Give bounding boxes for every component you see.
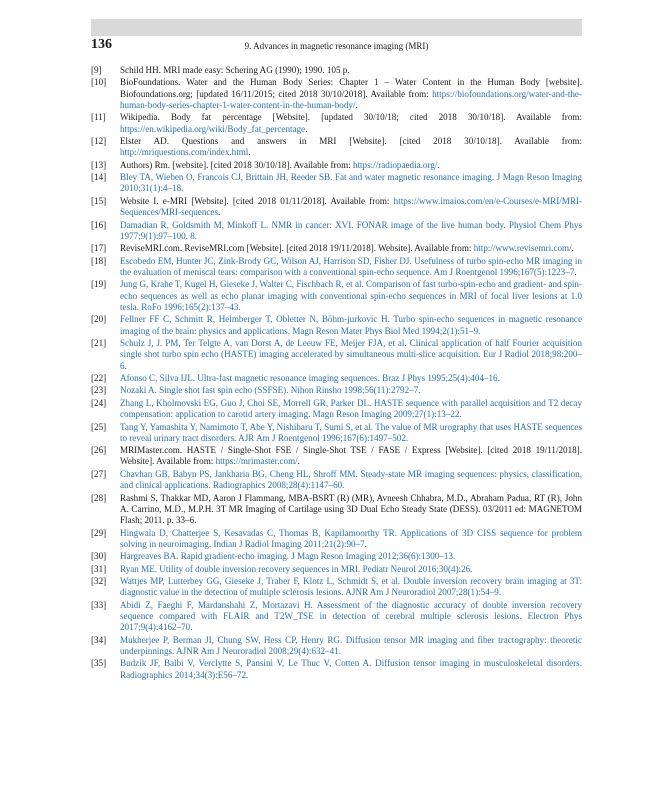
reference-citation[interactable]: Abidi Z, Faeghi F, Mardanshahi Z, Mortazavi H. Assessment of the diagnostic accuracy of double inversion recovery sequence compared with FLAIR and T2W_TSE in detection of cerebral multiple sclerosis lesions. Electron Phys 2017;9(4):4162–70. [120,599,582,633]
reference-number: [30] [91,551,107,562]
reference-citation[interactable]: Afonso C, Silva IJL. Ultra-fast magnetic resonance imaging sequences. Braz J Phys 1995;25(4):404–16. [120,372,500,383]
reference-citation[interactable]: Bley TA, Wieben O, Francois CJ, Brittain JH, Reeder SB. Fat and water magnetic resonance imaging. J Magn Reson Imaging 2010;31(1):4–18. [120,172,582,194]
reference-citation[interactable]: Tang Y, Yamashita Y, Namimoto T, Abe Y, Nishiharu T, Sumi S, et al. The value of MR urography that uses HASTE sequences to reveal urinary tract disorders. AJR Am J Roentgenol 1996;167(6):1497–502. [120,421,582,443]
reference-citation[interactable]: Wattjes MP, Lutterbey GG, Gieseke J, Traber F, Klotz L, Schmidt S, et al. Double inversion recovery brain imaging at 3T: diagnostic value in the detection of multiple sclerosis lesions. AJNR Am J Neuroradiol 2007;28(1):54–9. [120,576,582,598]
reference-citation[interactable]: Hargreaves BA. Rapid gradient-echo imaging. J Magn Reson Imaging 2012;36(6):1300–13. [120,551,456,562]
reference-url-link[interactable]: https://mrimaster.com/ [215,456,298,467]
reference-citation[interactable]: Damadian R, Goldsmith M, Minkoff L. NMR in cancer: XVI. FONAR image of the live human body. Physiol Chem Phys 1977;9(1):97–100. 8. [120,219,582,241]
reference-number: [13] [91,159,107,170]
reference-number: [12] [91,136,107,147]
reference-url-link[interactable]: https://en.wikipedia.org/wiki/Body_fat_percentage [120,123,306,134]
reference-item [91,279,582,313]
reference-text[interactable] [120,160,582,171]
reference-text[interactable] [120,136,582,159]
reference-tail: . [437,159,440,170]
reference-citation[interactable]: Jung G, Krahe T, Kugel H, Gieseke J, Walter C, Fischbach R, et al. Comparison of fast turbo-spin-echo and gradient- and spin-echo sequences as well as echo planar imaging with conventional spin-echo sequences in MRI of focal liver lesions at 1.0 tesla. RoFo 1996;165(2):137–43. [120,279,582,312]
page-header [91,37,582,55]
reference-text [120,493,582,527]
reference-citation: Elster AD. Questions and answers in MRI [Website]. [cited 2018 30/10/18]. Available from: [120,136,582,147]
reference-tail: . [305,123,308,134]
reference-number: [29] [91,527,107,538]
reference-number: [17] [91,243,107,254]
reference-item [91,600,582,634]
reference-number: [9] [91,65,102,75]
reference-text[interactable] [120,172,582,195]
reference-url-link[interactable]: http://www.revisemri.com/ [473,243,572,254]
reference-citation: Website I. e-MRI [Website]. [cited 2018 01/11/2018]. Available from: [120,195,394,206]
reference-text[interactable] [120,469,582,492]
reference-item [91,112,582,135]
running-head: 9. Advances in magnetic resonance imaging (MRI) [244,41,429,51]
reference-text[interactable] [120,220,582,243]
reference-number: [18] [91,255,107,266]
reference-item [91,445,582,468]
reference-item [91,385,582,396]
reference-number: [26] [91,445,107,456]
reference-number: [31] [91,563,107,574]
reference-number: [14] [91,172,107,183]
reference-number: [34] [91,634,107,645]
reference-text[interactable] [120,422,582,445]
reference-citation[interactable]: Nozaki A. Single shot fast spin echo (SSFSE). Nihon Rinsho 1998;56(11):2792–7. [120,385,421,396]
reference-url-link[interactable]: https://www.imaios.com/en/e-Courses/e-MRI/MRI-Sequences/MRI-sequences [120,195,582,218]
reference-item [91,528,582,551]
reference-text[interactable] [120,112,582,135]
reference-citation[interactable]: Zhang L, Kholmovski EG, Guo J, Choi SE, Morrell GR, Parker DL. HASTE sequence with parallel acquisition and T2 decay compensation: application to carotid artery imaging. Magn Reson Imaging 2009;27(1):13–22. [120,397,582,420]
reference-item [91,256,582,279]
reference-citation: BioFoundations. Water and the Human Body Series: Chapter 1 – Water Content in the Human Body [website]. Biofoundations.org; [updated 16/11/2015; cited 2018 30/10/2018]. Available from: [120,77,582,99]
reference-citation[interactable]: Mukherjee P, Berman JI, Chung SW, Hess CP, Henry RG. Diffusion tensor MR imaging and fiber tractography: theoretic underpinnings. AJNR Am J Neuroradiol 2008;29(4):632–41. [120,634,582,656]
reference-citation[interactable]: Budzik JF, Balbi V, Verclytte S, Pansini V, Le Thuc V, Cotten A. Diffusion tensor imaging in musculoskeletal disorders. Radiographics 2014;34(3):E56–72. [120,658,582,680]
reference-citation: Rashmi S, Thakkar MD, Aaron J Flammang, MBA-BSRT (R) (MR), Avneesh Chhabra, M.D., Abraham Padua, RT (R), John A. Carrino, M.D., M.P.H. 3T MR Imaging of Cartilage using 3D Dual Echo Steady State (DESS). 03/2011 ed: MAGNETOM Flash; 2011. p. 33–6. [120,492,582,526]
reference-number: [15] [91,195,107,206]
reference-tail: . [217,207,221,218]
reference-item [91,422,582,445]
reference-item [91,469,582,492]
reference-number: [28] [91,492,107,503]
reference-tail: . [355,99,358,110]
reference-number: [10] [91,77,107,88]
reference-citation[interactable]: Fellner FF C, Schmitt R, Helmberger T, Obletter N, Böhm-jurkovic H. Turbo spin-echo sequences in magnetic resonance imaging of the brain: physics and applications. Magn Reson Mater Phys Biol Med 1994;2(1):51–9. [120,314,582,336]
reference-text[interactable] [120,576,582,599]
reference-number: [33] [91,599,107,610]
reference-text[interactable] [120,256,582,279]
reference-number: [35] [91,658,107,669]
reference-number: [20] [91,314,107,325]
reference-number: [24] [91,397,107,408]
reference-item [91,220,582,243]
reference-url-link[interactable]: https://radiopaedia.org/ [352,159,438,170]
page-number: 136 [91,37,112,52]
reference-text[interactable] [120,196,582,219]
reference-tail: . [297,456,300,467]
reference-item [91,243,582,254]
reference-url-link[interactable]: https://biofoundations.org/water-and-the-human-body-series-chapter-1-water-content-in-the-human-body/ [120,88,582,110]
reference-item [91,77,582,111]
reference-text[interactable] [120,564,582,575]
reference-text[interactable] [120,658,582,681]
reference-text[interactable] [120,77,582,111]
reference-item [91,398,582,421]
reference-tail: . [248,147,251,158]
reference-item [91,314,582,337]
reference-text[interactable] [120,338,582,372]
reference-number: [11] [91,112,106,123]
reference-text[interactable] [120,600,582,634]
reference-citation[interactable]: Hingwala D, Chatterjee S, Kesavadas C, Thomas B, Kapilamoorthy TR. Applications of 3D CISS sequence for problem solving in neuroimaging. Indian J Radiol Imaging 2011;21(2):90–7. [120,527,582,549]
reference-text[interactable] [120,314,582,337]
reference-item [91,658,582,681]
reference-item [91,172,582,195]
reference-tail: . [571,243,574,254]
reference-number: [16] [91,219,107,230]
reference-number: [25] [91,421,107,432]
reference-item [91,65,582,76]
reference-text[interactable] [120,398,582,421]
reference-item [91,493,582,527]
reference-text[interactable] [120,243,582,254]
reference-citation: Schild HH. MRI made easy: Schering AG (1990); 1990. 105 p. [120,65,350,75]
reference-text[interactable] [120,551,582,562]
reference-number: [21] [91,338,107,348]
reference-item [91,338,582,372]
reference-text[interactable] [120,279,582,313]
header-bar [91,19,582,36]
reference-text[interactable] [120,635,582,658]
reference-item [91,373,582,384]
reference-item [91,160,582,171]
reference-number: [27] [91,468,107,479]
reference-text[interactable] [120,385,582,396]
reference-item [91,635,582,658]
reference-citation[interactable]: Ryan ME. Utility of double inversion recovery sequences in MRI. Pediatr Neurol 2016;30(4):26. [120,563,473,574]
reference-text [120,65,582,76]
reference-item [91,576,582,599]
reference-number: [19] [91,279,107,290]
reference-citation: MRIMaster.com. HASTE / Single-Shot FSE / Single-Shot TSE / FASE / Express [Website]. [cited 2018 19/11/2018]. Website]. Available from: [120,445,582,467]
reference-citation: ReviseMRI.com. ReviseMRI.com [Website]. [cited 2018 19/11/2018]. Website]. Available from: [120,243,474,254]
reference-number: [22] [91,372,107,383]
reference-citation[interactable]: Schulz J, J. PM, Ter Telgte A, van Dorst A, de Leeuw FE, Meijer FJA, et al. Clinical application of half Fourier acquisition single shot turbo spin echo (HASTE) imaging accelerated by simultaneous multi-slice acquisition. Eur J Radiol 2018;98:200–6. [120,338,582,371]
reference-citation[interactable]: Chavhan GB, Babyn PS, Jankharia BG, Cheng HL, Shroff MM. Steady-state MR imaging sequences: physics, classification, and clinical applications. Radiographics 2008;28(4):1147–60. [120,468,582,491]
reference-text[interactable] [120,373,582,384]
reference-text[interactable] [120,528,582,551]
reference-url-link[interactable]: http://mriquestions.com/index.html [120,147,249,158]
reference-text[interactable] [120,445,582,468]
reference-item [91,564,582,575]
reference-citation: Wikipedia. Body fat percentage [Website]. [updated 30/10/18; cited 2018 30/10/18]. Available from: [120,112,582,123]
reference-item [91,551,582,562]
reference-citation: Authors) Rm. [website]. [cited 2018 30/10/18]. Available from: [120,159,353,170]
reference-citation[interactable]: Escobedo EM, Hunter JC, Zink-Brody GC, Wilson AJ, Harrison SD, Fisher DJ. Usefulness of turbo spin-echo MR imaging in the evaluation of meniscal tears: comparison with a conventional spin-echo sequence. Am J Roentgenol 1996;167(5):1223–7. [120,255,582,277]
reference-item [91,136,582,159]
reference-item [91,196,582,219]
reference-list [91,65,582,682]
reference-number: [32] [91,576,107,587]
reference-number: [23] [91,385,107,396]
